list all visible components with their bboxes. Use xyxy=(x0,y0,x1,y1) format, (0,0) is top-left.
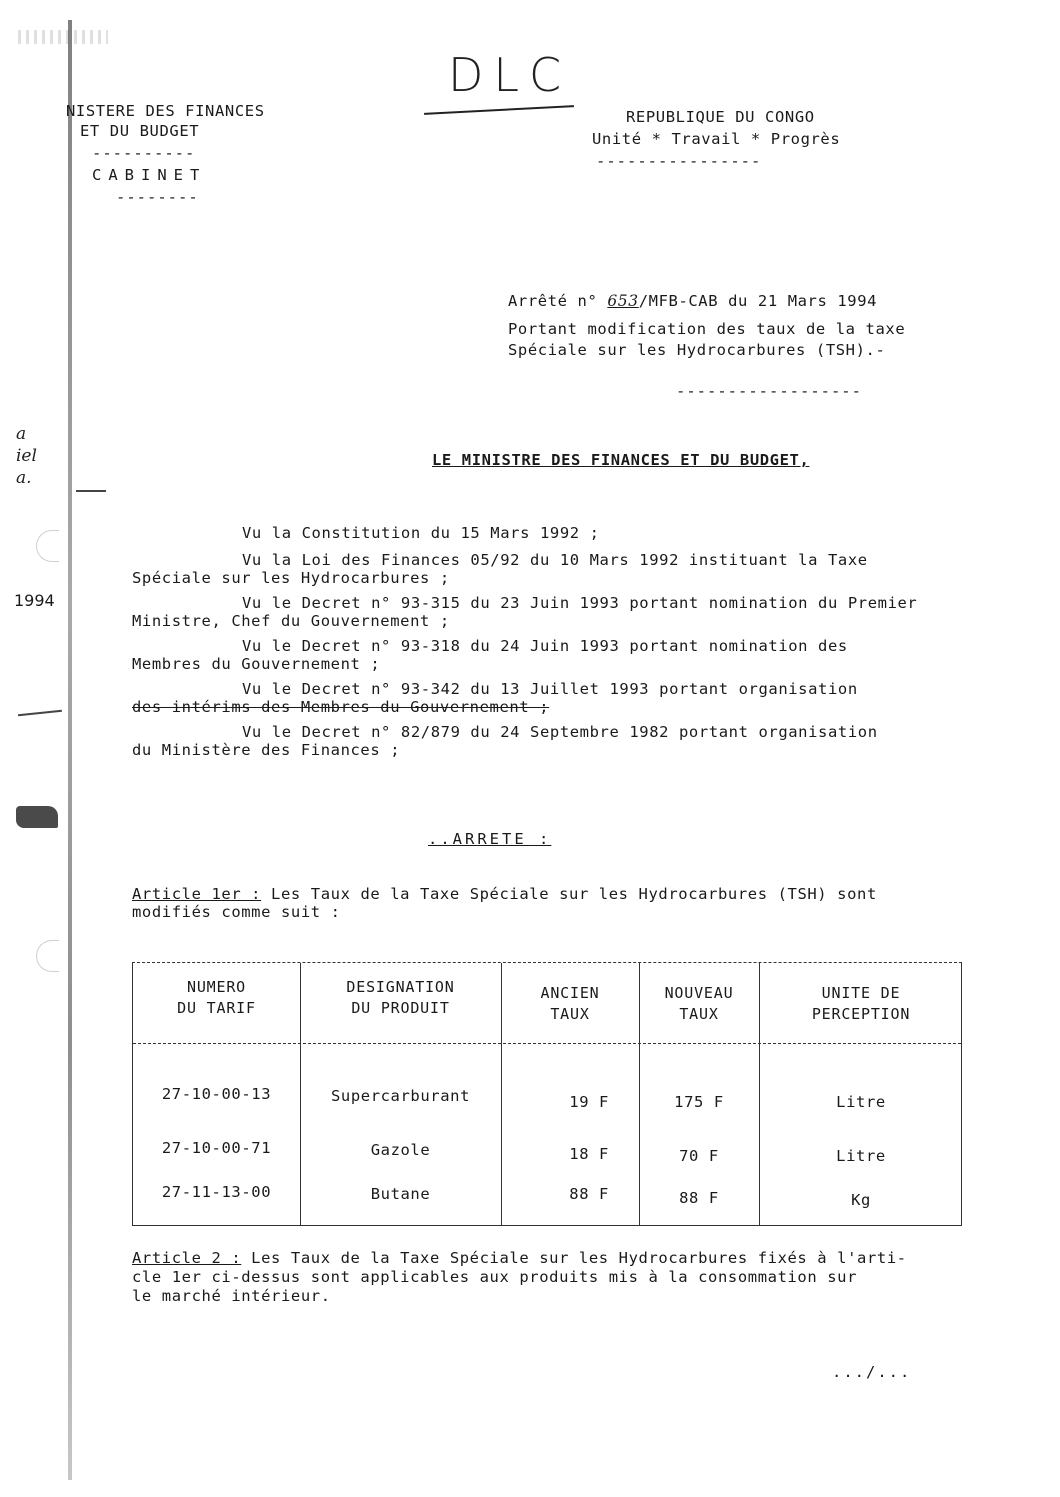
decree-subject-line1: Portant modification des taux de la taxe xyxy=(508,320,906,338)
cabinet-label: CABINET xyxy=(92,166,207,184)
decree-separator: ------------------ xyxy=(676,382,862,400)
handwritten-underline xyxy=(424,105,574,115)
article1-line1 xyxy=(132,885,877,903)
article2-label: Article 2 : xyxy=(132,1249,242,1267)
republic-separator: ---------------- xyxy=(596,152,762,170)
ministry-name: NISTERE DES FINANCES xyxy=(66,102,265,120)
visa-line: Vu le Decret n° 82/879 du 24 Septembre 1982 portant organisation xyxy=(242,723,878,741)
table-cell-tariff-number: 27-10-00-13 xyxy=(161,1085,272,1103)
table-header-product xyxy=(300,977,501,1019)
table-cell-tariff-number: 27-11-13-00 xyxy=(161,1183,272,1201)
header-separator xyxy=(133,1043,961,1044)
header-line: DU TARIF xyxy=(177,999,256,1017)
header-line: DU PRODUIT xyxy=(351,999,450,1017)
table-header-tariff-number xyxy=(133,977,300,1019)
decree-number-prefix: Arrêté n° xyxy=(508,292,598,310)
punch-hole xyxy=(36,940,59,972)
header-line: NOUVEAU xyxy=(664,984,734,1002)
margin-stroke xyxy=(76,490,106,492)
table-header-new-rate xyxy=(639,983,759,1025)
header-line: DESIGNATION xyxy=(346,978,455,996)
margin-year: 1994 xyxy=(14,591,55,610)
cabinet-separator: -------- xyxy=(116,188,199,206)
table-cell-unit: Litre xyxy=(836,1093,886,1111)
ministry-separator: ---------- xyxy=(92,144,196,162)
header-line: UNITE DE xyxy=(821,984,901,1002)
margin-note: a. xyxy=(16,468,32,488)
table-cell-new-rate: 88 F xyxy=(679,1189,719,1207)
scan-smudge xyxy=(18,30,108,44)
table-cell-unit: Kg xyxy=(851,1191,871,1209)
header-line: NUMERO xyxy=(187,978,246,996)
visa-line: Vu le Decret n° 93-315 du 23 Juin 1993 portant nomination du Premier xyxy=(242,594,918,612)
decree-reference-suffix: /MFB-CAB du 21 Mars 1994 xyxy=(638,292,878,310)
table-cell-tariff-number: 27-10-00-71 xyxy=(161,1139,272,1157)
visa-line: Membres du Gouvernement ; xyxy=(132,655,381,673)
margin-note: a xyxy=(16,424,27,444)
republic-name: REPUBLIQUE DU CONGO xyxy=(626,108,815,126)
decree-number: 653 xyxy=(607,292,639,310)
ministry-name-line2: ET DU BUDGET xyxy=(80,122,200,140)
visa-line: Spéciale sur les Hydrocarbures ; xyxy=(132,569,450,587)
republic-motto: Unité * Travail * Progrès xyxy=(592,130,841,148)
arrete-heading: ..ARRETE : xyxy=(428,830,552,848)
minister-title: LE MINISTRE DES FINANCES ET DU BUDGET, xyxy=(432,451,810,469)
header-line: ANCIEN xyxy=(540,984,600,1002)
visa-line: Vu la Loi des Finances 05/92 du 10 Mars 1992 instituant la Taxe xyxy=(242,551,868,569)
table-cell-product: Supercarburant xyxy=(330,1087,471,1105)
visa-line: Ministre, Chef du Gouvernement ; xyxy=(132,612,450,630)
table-cell-unit: Litre xyxy=(836,1147,886,1165)
article1-text: Les Taux de la Taxe Spéciale sur les Hydrocarbures (TSH) sont xyxy=(261,885,877,903)
table-cell-old-rate: 88 F xyxy=(569,1185,609,1203)
page-continuation: .../... xyxy=(832,1363,912,1381)
table-cell-old-rate: 18 F xyxy=(569,1145,609,1163)
table-cell-old-rate: 19 F xyxy=(569,1093,609,1111)
article1-line2: modifiés comme suit : xyxy=(132,903,341,921)
article2-line1 xyxy=(132,1249,907,1267)
header-line: PERCEPTION xyxy=(811,1005,911,1023)
margin-scribble xyxy=(16,806,58,828)
punch-hole xyxy=(36,530,59,562)
binding-edge xyxy=(68,20,72,1480)
article2-text: Les Taux de la Taxe Spéciale sur les Hydrocarbures fixés à l'arti- xyxy=(241,1249,907,1267)
article1-label: Article 1er : xyxy=(132,885,262,903)
margin-note: iel xyxy=(16,446,37,466)
table-cell-new-rate: 70 F xyxy=(679,1147,719,1165)
visa-line: Vu la Constitution du 15 Mars 1992 ; xyxy=(242,524,600,542)
visa-line: Vu le Decret n° 93-342 du 13 Juillet 1993 portant organisation xyxy=(242,680,858,698)
header-line: TAUX xyxy=(550,1005,590,1023)
handwritten-code: DLC xyxy=(448,48,572,102)
article2-line2: cle 1er ci-dessus sont applicables aux produits mis à la consommation sur xyxy=(132,1268,858,1286)
visa-line: du Ministère des Finances ; xyxy=(132,741,401,759)
visa-line: des intérims des Membres du Gouvernement ; xyxy=(132,698,550,716)
table-cell-product: Butane xyxy=(370,1185,431,1203)
table-cell-product: Gazole xyxy=(370,1141,431,1159)
table-cell-new-rate: 175 F xyxy=(674,1093,724,1111)
header-line: TAUX xyxy=(679,1005,719,1023)
visa-line: Vu le Decret n° 93-318 du 24 Juin 1993 portant nomination des xyxy=(242,637,848,655)
tariff-table xyxy=(132,962,962,1226)
decree-reference xyxy=(508,292,877,310)
decree-subject-line2: Spéciale sur les Hydrocarbures (TSH).- xyxy=(508,341,886,359)
article2-line3: le marché intérieur. xyxy=(132,1287,331,1305)
table-header-old-rate xyxy=(501,983,639,1025)
table-header-unit xyxy=(759,983,963,1025)
margin-stroke xyxy=(18,710,62,717)
